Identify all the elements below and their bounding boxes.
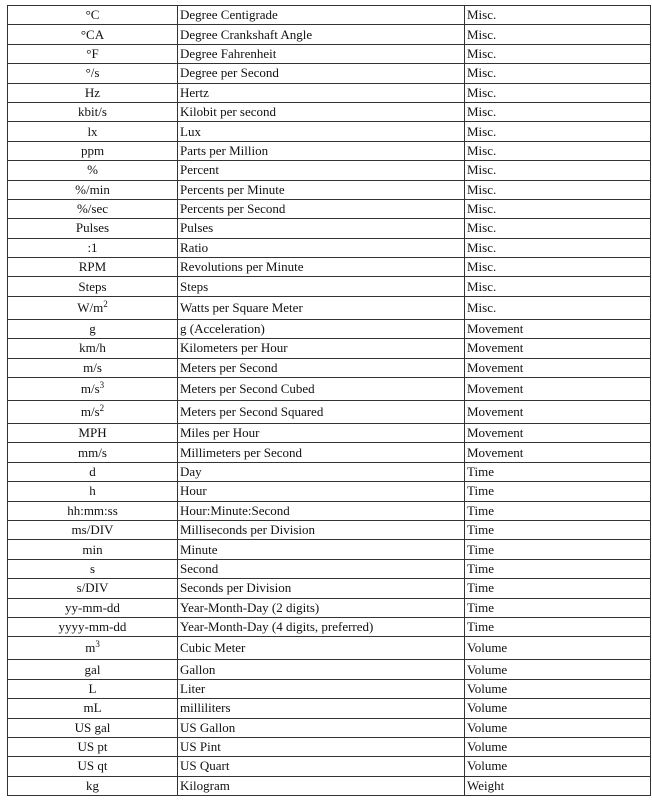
category-cell: Movement — [465, 358, 651, 377]
unit-symbol: s — [89, 560, 96, 576]
unit-symbol: %/sec — [76, 201, 109, 217]
table-row — [8, 660, 651, 679]
unit-cell — [8, 25, 178, 44]
description-cell: US Quart — [178, 757, 465, 776]
table-row — [8, 44, 651, 63]
description-cell: Kilogram — [178, 776, 465, 795]
description-cell: Meters per Second Cubed — [178, 378, 465, 401]
unit-cell — [8, 737, 178, 756]
description-cell: Hour — [178, 482, 465, 501]
unit-exponent: 3 — [95, 639, 100, 650]
unit-symbol: °/s — [85, 65, 100, 81]
unit-symbol: % — [87, 162, 98, 178]
description-cell: Day — [178, 462, 465, 481]
category-cell: Misc. — [465, 199, 651, 218]
category-cell: Time — [465, 462, 651, 481]
unit-symbol: m/s — [83, 359, 102, 375]
unit-cell — [8, 319, 178, 338]
table-row — [8, 757, 651, 776]
unit-symbol: m/s — [80, 381, 100, 397]
table-row — [8, 64, 651, 83]
unit-symbol: °CA — [80, 26, 105, 42]
table-row — [8, 83, 651, 102]
unit-cell — [8, 238, 178, 257]
unit-symbol: °C — [85, 7, 100, 23]
unit-symbol: Pulses — [75, 220, 110, 236]
category-cell: Misc. — [465, 219, 651, 238]
category-cell: Time — [465, 540, 651, 559]
description-cell: Degree Fahrenheit — [178, 44, 465, 63]
unit-cell — [8, 757, 178, 776]
description-cell: Watts per Square Meter — [178, 296, 465, 319]
table-row — [8, 141, 651, 160]
category-cell: Volume — [465, 757, 651, 776]
unit-symbol: US pt — [77, 739, 108, 755]
table-row — [8, 617, 651, 636]
unit-symbol: s/DIV — [76, 580, 109, 596]
description-cell: Milliseconds per Division — [178, 520, 465, 539]
table-row — [8, 559, 651, 578]
description-cell: Parts per Million — [178, 141, 465, 160]
unit-symbol: W/m — [77, 299, 104, 315]
description-cell: Liter — [178, 679, 465, 698]
category-cell: Misc. — [465, 25, 651, 44]
units-table-body — [8, 6, 651, 796]
unit-cell — [8, 44, 178, 63]
category-cell: Time — [465, 520, 651, 539]
unit-cell — [8, 540, 178, 559]
category-cell: Misc. — [465, 64, 651, 83]
description-cell: Kilometers per Hour — [178, 339, 465, 358]
unit-cell — [8, 637, 178, 660]
table-row — [8, 358, 651, 377]
unit-symbol: h — [89, 483, 96, 499]
unit-cell — [8, 462, 178, 481]
unit-cell — [8, 199, 178, 218]
category-cell: Movement — [465, 401, 651, 424]
table-row — [8, 199, 651, 218]
category-cell: Volume — [465, 637, 651, 660]
category-cell: Misc. — [465, 44, 651, 63]
description-cell: Lux — [178, 122, 465, 141]
unit-cell — [8, 122, 178, 141]
unit-cell — [8, 401, 178, 424]
unit-cell — [8, 180, 178, 199]
table-row — [8, 579, 651, 598]
unit-cell — [8, 296, 178, 319]
unit-cell — [8, 6, 178, 25]
description-cell: Pulses — [178, 219, 465, 238]
description-cell: Degree Crankshaft Angle — [178, 25, 465, 44]
category-cell: Movement — [465, 339, 651, 358]
table-row — [8, 699, 651, 718]
unit-symbol: ms/DIV — [71, 522, 114, 538]
units-table — [7, 5, 651, 796]
table-row — [8, 637, 651, 660]
unit-exponent: 2 — [99, 403, 105, 414]
unit-symbol: %/min — [75, 181, 110, 197]
unit-cell — [8, 277, 178, 296]
unit-symbol: mm/s — [78, 444, 107, 460]
table-row — [8, 161, 651, 180]
category-cell: Movement — [465, 319, 651, 338]
description-cell: Percents per Second — [178, 199, 465, 218]
unit-cell — [8, 258, 178, 277]
description-cell: Ratio — [178, 238, 465, 257]
description-cell: Kilobit per second — [178, 102, 465, 121]
description-cell: Year-Month-Day (2 digits) — [178, 598, 465, 617]
unit-exponent: 3 — [99, 380, 105, 391]
unit-symbol: m/s — [80, 404, 100, 420]
table-row — [8, 238, 651, 257]
description-cell: US Gallon — [178, 718, 465, 737]
description-cell: Degree per Second — [178, 64, 465, 83]
unit-cell — [8, 83, 178, 102]
unit-symbol: min — [82, 541, 103, 557]
unit-cell — [8, 579, 178, 598]
category-cell: Misc. — [465, 238, 651, 257]
unit-cell — [8, 443, 178, 462]
table-row — [8, 296, 651, 319]
unit-cell — [8, 699, 178, 718]
category-cell: Misc. — [465, 83, 651, 102]
unit-symbol: kg — [86, 777, 99, 793]
unit-symbol: °F — [86, 45, 99, 61]
unit-cell — [8, 64, 178, 83]
unit-symbol: d — [89, 464, 96, 479]
unit-cell — [8, 378, 178, 401]
description-cell: Seconds per Division — [178, 579, 465, 598]
description-cell: Meters per Second — [178, 358, 465, 377]
unit-symbol: RPM — [78, 259, 107, 275]
unit-cell — [8, 776, 178, 795]
description-cell: Meters per Second Squared — [178, 401, 465, 424]
unit-cell — [8, 718, 178, 737]
table-row — [8, 319, 651, 338]
category-cell: Time — [465, 579, 651, 598]
unit-symbol: Steps — [78, 278, 107, 294]
unit-symbol: yyyy-mm-dd — [58, 619, 127, 635]
description-cell: Steps — [178, 277, 465, 296]
unit-symbol: km/h — [79, 340, 106, 356]
description-cell: Year-Month-Day (4 digits, preferred) — [178, 617, 465, 636]
unit-symbol: ppm — [80, 142, 105, 158]
table-row — [8, 6, 651, 25]
category-cell: Movement — [465, 443, 651, 462]
unit-symbol: MPH — [78, 425, 107, 441]
category-cell: Volume — [465, 718, 651, 737]
category-cell: Misc. — [465, 141, 651, 160]
table-row — [8, 102, 651, 121]
table-row — [8, 776, 651, 795]
description-cell: Hertz — [178, 83, 465, 102]
unit-cell — [8, 102, 178, 121]
unit-symbol: hh:mm:ss — [67, 502, 118, 518]
unit-cell — [8, 617, 178, 636]
table-row — [8, 520, 651, 539]
category-cell: Time — [465, 598, 651, 617]
description-cell: milliliters — [178, 699, 465, 718]
table-row — [8, 258, 651, 277]
category-cell: Misc. — [465, 122, 651, 141]
table-row — [8, 737, 651, 756]
description-cell: Degree Centigrade — [178, 6, 465, 25]
table-row — [8, 25, 651, 44]
description-cell: g (Acceleration) — [178, 319, 465, 338]
table-row — [8, 540, 651, 559]
category-cell: Time — [465, 482, 651, 501]
category-cell: Misc. — [465, 102, 651, 121]
table-row — [8, 122, 651, 141]
category-cell: Misc. — [465, 180, 651, 199]
table-row — [8, 462, 651, 481]
unit-exponent: 2 — [103, 298, 108, 309]
table-row — [8, 424, 651, 443]
unit-symbol: g — [89, 321, 96, 337]
description-cell: Millimeters per Second — [178, 443, 465, 462]
table-row — [8, 378, 651, 401]
description-cell: Revolutions per Minute — [178, 258, 465, 277]
description-cell: Cubic Meter — [178, 637, 465, 660]
category-cell: Time — [465, 617, 651, 636]
description-cell: US Pint — [178, 737, 465, 756]
unit-symbol: L — [88, 680, 97, 696]
category-cell: Misc. — [465, 258, 651, 277]
category-cell: Volume — [465, 679, 651, 698]
unit-symbol: :1 — [87, 239, 98, 255]
unit-symbol: lx — [87, 123, 98, 139]
unit-cell — [8, 339, 178, 358]
unit-cell — [8, 520, 178, 539]
unit-symbol: US qt — [77, 758, 108, 774]
category-cell: Movement — [465, 378, 651, 401]
table-row — [8, 718, 651, 737]
description-cell: Hour:Minute:Second — [178, 501, 465, 520]
unit-symbol: kbit/s — [78, 104, 107, 120]
unit-symbol: US gal — [74, 719, 111, 735]
table-row — [8, 501, 651, 520]
category-cell: Weight — [465, 776, 651, 795]
table-row — [8, 401, 651, 424]
category-cell: Misc. — [465, 161, 651, 180]
unit-cell — [8, 679, 178, 698]
unit-cell — [8, 482, 178, 501]
unit-symbol: m — [85, 640, 96, 656]
table-row — [8, 443, 651, 462]
unit-symbol: mL — [83, 700, 102, 716]
table-row — [8, 482, 651, 501]
table-row — [8, 598, 651, 617]
table-row — [8, 219, 651, 238]
unit-cell — [8, 660, 178, 679]
category-cell: Misc. — [465, 6, 651, 25]
table-row — [8, 679, 651, 698]
unit-cell — [8, 424, 178, 443]
category-cell: Misc. — [465, 296, 651, 319]
unit-cell — [8, 141, 178, 160]
unit-cell — [8, 161, 178, 180]
unit-symbol: yy-mm-dd — [65, 599, 120, 615]
unit-cell — [8, 501, 178, 520]
category-cell: Volume — [465, 737, 651, 756]
unit-cell — [8, 598, 178, 617]
category-cell: Volume — [465, 660, 651, 679]
description-cell: Minute — [178, 540, 465, 559]
table-row — [8, 277, 651, 296]
unit-cell — [8, 358, 178, 377]
category-cell: Movement — [465, 424, 651, 443]
unit-symbol: Hz — [84, 84, 101, 100]
unit-cell — [8, 559, 178, 578]
unit-cell — [8, 219, 178, 238]
table-row — [8, 339, 651, 358]
category-cell: Misc. — [465, 277, 651, 296]
description-cell: Percent — [178, 161, 465, 180]
category-cell: Volume — [465, 699, 651, 718]
description-cell: Gallon — [178, 660, 465, 679]
unit-symbol: gal — [84, 661, 101, 677]
category-cell: Time — [465, 559, 651, 578]
category-cell: Time — [465, 501, 651, 520]
description-cell: Miles per Hour — [178, 424, 465, 443]
table-row — [8, 180, 651, 199]
description-cell: Second — [178, 559, 465, 578]
description-cell: Percents per Minute — [178, 180, 465, 199]
